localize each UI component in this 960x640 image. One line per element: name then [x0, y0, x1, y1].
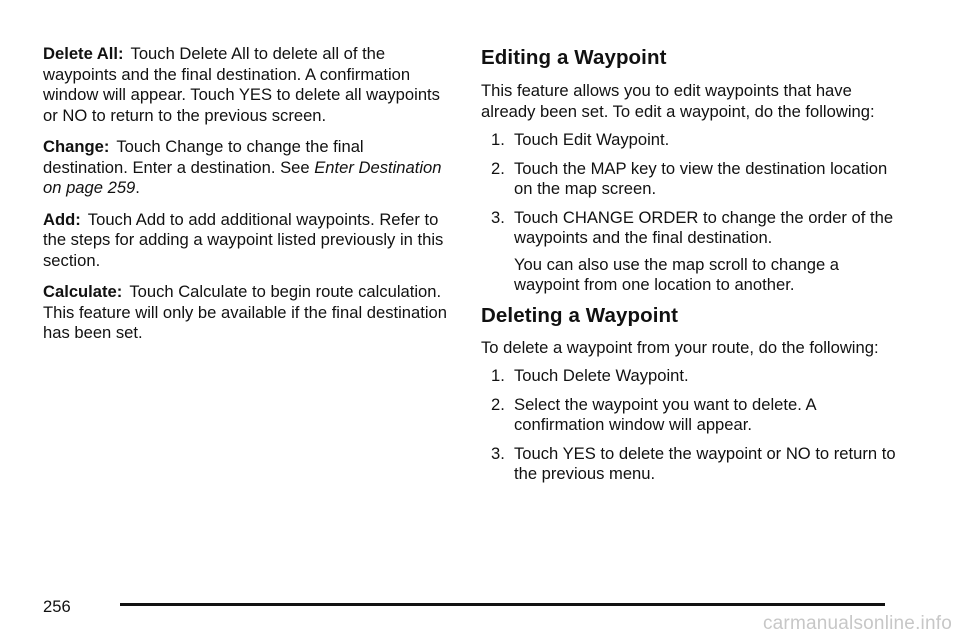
- term-label: Calculate:: [43, 282, 123, 301]
- step-text: Touch YES to delete the waypoint or NO to return to the previous menu.: [514, 443, 896, 483]
- term-label: Add:: [43, 209, 81, 229]
- step-text: Select the waypoint you want to delete. A confirmation window will appear.: [514, 394, 816, 434]
- list-item: [481, 208, 906, 249]
- step-number: 2.: [491, 394, 505, 414]
- steps-list-deleting: [481, 366, 906, 485]
- term-description: Touch Delete All to delete all of the waypoints and the final destination. A confirmation window will appear. Touch YES to delete all waypoints or NO to return to the previous screen.: [43, 44, 440, 125]
- list-item: [481, 130, 906, 151]
- list-item: [481, 159, 906, 200]
- step-note: You can also use the map scroll to change a waypoint from one location to another.: [514, 254, 840, 294]
- term-description: Touch Change to change the final destination. Enter a destination. See: [43, 137, 364, 177]
- step-number: 3.: [491, 443, 505, 463]
- definition-add: [43, 210, 453, 272]
- list-item: [481, 444, 906, 485]
- section-heading-deleting: Deleting a Waypoint: [481, 303, 679, 327]
- definition-delete-all: [43, 44, 453, 126]
- term-description-end: .: [135, 178, 140, 197]
- step-number: 1.: [491, 366, 505, 385]
- definition-change: [43, 137, 453, 199]
- list-item: [481, 366, 906, 387]
- term-label: Delete All:: [43, 44, 124, 63]
- step-number: 1.: [491, 130, 505, 149]
- page-number: 256: [43, 597, 71, 616]
- section-heading-editing: Editing a Waypoint: [481, 46, 667, 69]
- term-label: Change:: [43, 137, 110, 156]
- section-intro-deleting: To delete a waypoint from your route, do the following:: [481, 337, 879, 357]
- right-column: [481, 44, 906, 493]
- step-number: 3.: [491, 207, 505, 227]
- step-text: Touch the MAP key to view the destination location on the map screen.: [514, 158, 888, 198]
- step-text: Touch Edit Waypoint.: [514, 130, 670, 149]
- section-intro-editing: This feature allows you to edit waypoints that have already been set. To edit a waypoint, do the following:: [481, 81, 875, 121]
- left-column: [43, 44, 453, 355]
- footer-divider: [120, 603, 885, 606]
- step-text: Touch CHANGE ORDER to change the order of the waypoints and the final destination.: [514, 207, 894, 247]
- cross-reference-link[interactable]: Enter Destination on page 259: [43, 157, 442, 197]
- step-text: Touch Delete Waypoint.: [514, 366, 689, 385]
- step-number: 2.: [491, 158, 505, 178]
- list-item: [481, 395, 906, 436]
- watermark: carmanualsonline.info: [762, 613, 952, 634]
- steps-list-editing: [481, 130, 906, 249]
- term-description: Touch Add to add additional waypoints. Refer to the steps for adding a waypoint listed previously in this section.: [43, 209, 444, 270]
- definition-calculate: [43, 282, 453, 344]
- term-description: Touch Calculate to begin route calculation. This feature will only be available if the final destination has been set.: [43, 282, 448, 342]
